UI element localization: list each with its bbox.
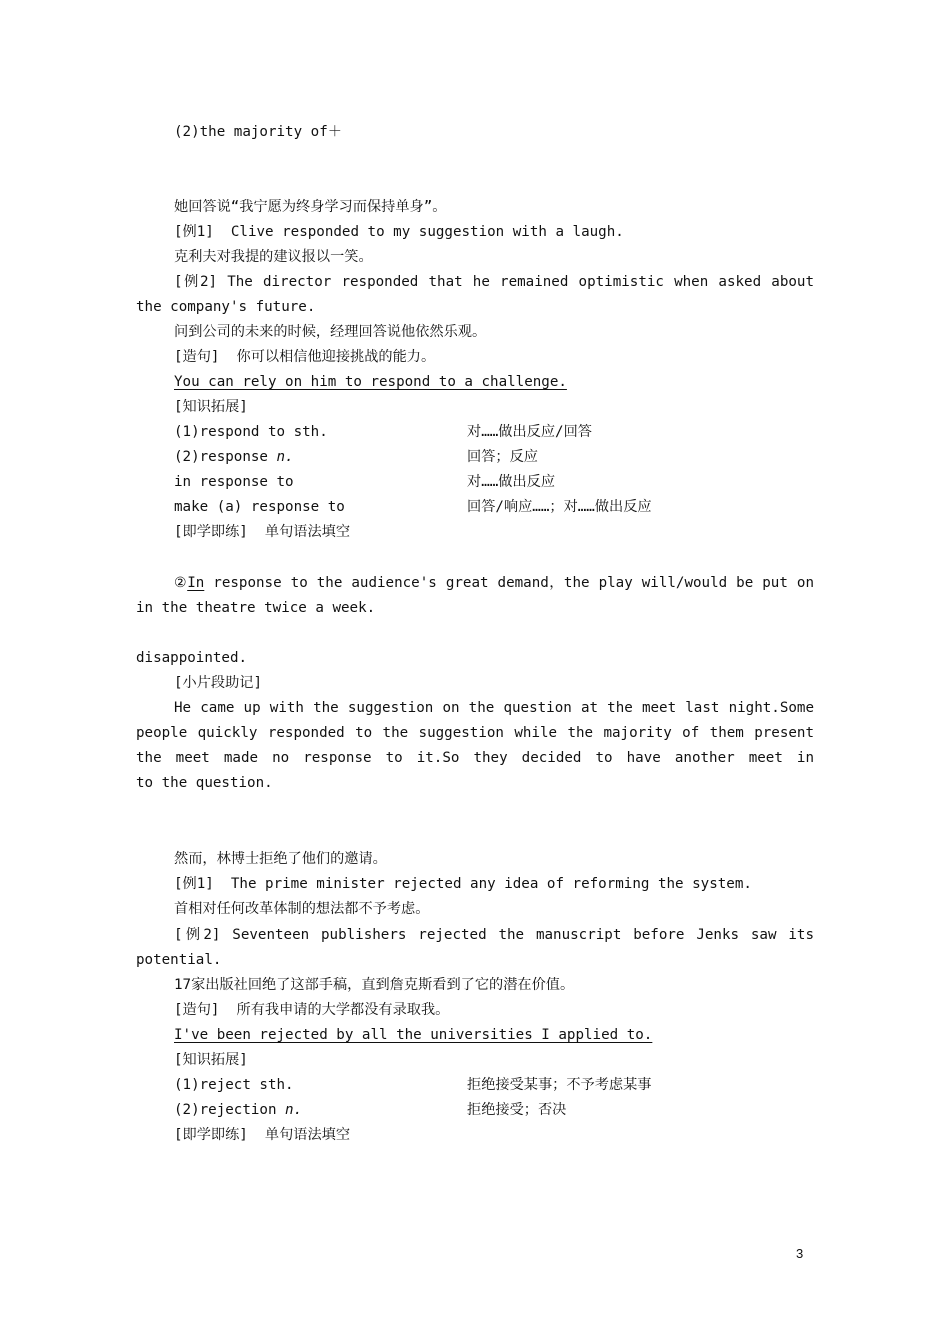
extension-row: (1)reject sth. 拒绝接受某事；不予考虑某事 — [174, 1077, 652, 1093]
extension-row: in response to 对……做出反应 — [174, 474, 556, 490]
sentence-making-answer: I've been rejected by all the universities I applied to. — [174, 1027, 653, 1043]
example-sentence: [例2] Seventeen publishers rejected the manuscript before Jenks saw its — [174, 927, 814, 943]
answer-blank: In — [187, 575, 205, 591]
sentence-making-prompt: [造句] 所有我申请的大学都没有录取我。 — [174, 1002, 450, 1018]
translation-line: 首相对任何改革体制的想法都不予考虑。 — [174, 901, 430, 917]
extension-row: make (a) response to 回答/响应……；对……做出反应 — [174, 499, 652, 515]
memory-paragraph: the meet made no response to it.So they decided to have another meet in — [136, 750, 814, 766]
extension-row: (1)respond to sth. 对……做出反应/回答 — [174, 424, 592, 440]
sentence-making-prompt: [造句] 你可以相信他迎接挑战的能力。 — [174, 349, 436, 365]
textbook-quote — [174, 822, 814, 847]
example-sentence: [例1] The prime minister rejected any idea of reforming the system. — [174, 876, 752, 892]
section-label: [知识拓展] — [174, 399, 248, 415]
sentence-making-answer: You can rely on him to respond to a challenge. — [174, 374, 567, 390]
section-label: [知识拓展] — [174, 1052, 248, 1068]
memory-paragraph: people quickly responded to the suggestion while the majority of them present — [136, 725, 814, 741]
practice-item — [174, 546, 814, 571]
practice-item — [174, 621, 814, 646]
knowledge-point-3-heading — [174, 145, 814, 170]
translation-line: 她回答说“我宁愿为终身学习而保持单身”。 — [174, 199, 447, 215]
example-sentence-cont: potential. — [136, 952, 222, 968]
textbook-quote — [174, 170, 814, 195]
translation-line: 然而，林博士拒绝了他们的邀请。 — [174, 851, 387, 867]
page-number: 3 — [796, 1246, 804, 1261]
practice-item-cont: disappointed. — [136, 650, 248, 666]
practice-item: ②In response to the audience's great demand，the play will/would be put on — [174, 575, 814, 591]
memory-paragraph: He came up with the suggestion on the question at the meet last night.Some — [174, 700, 814, 716]
practice-item — [174, 1149, 814, 1174]
practice-item — [174, 1174, 814, 1199]
section-label: [小片段助记] — [174, 675, 263, 691]
section-label: [即学即练] 单句语法填空 — [174, 1127, 351, 1143]
extension-row: (2)rejection n. 拒绝接受；否决 — [174, 1102, 567, 1118]
text-line: (2)the majority of＋ — [174, 124, 342, 140]
extension-row: (2)response n. 回答；反应 — [174, 449, 538, 465]
practice-item-cont: in the theatre twice a week. — [136, 600, 376, 616]
knowledge-point-4-heading — [174, 797, 814, 822]
memory-paragraph: to the question. — [136, 775, 273, 791]
translation-line: 问到公司的未来的时候，经理回答说他依然乐观。 — [174, 324, 487, 340]
example-sentence: [例1] Clive responded to my suggestion with a laugh. — [174, 224, 624, 240]
section-label: [即学即练] 单句语法填空 — [174, 524, 351, 540]
example-sentence-cont: the company's future. — [136, 299, 316, 315]
translation-line: 17家出版社回绝了这部手稿，直到詹克斯看到了它的潜在价值。 — [174, 977, 575, 993]
translation-line: 克利夫对我提的建议报以一笑。 — [174, 249, 373, 265]
example-sentence: [例2] The director responded that he remained optimistic when asked about — [174, 274, 814, 290]
